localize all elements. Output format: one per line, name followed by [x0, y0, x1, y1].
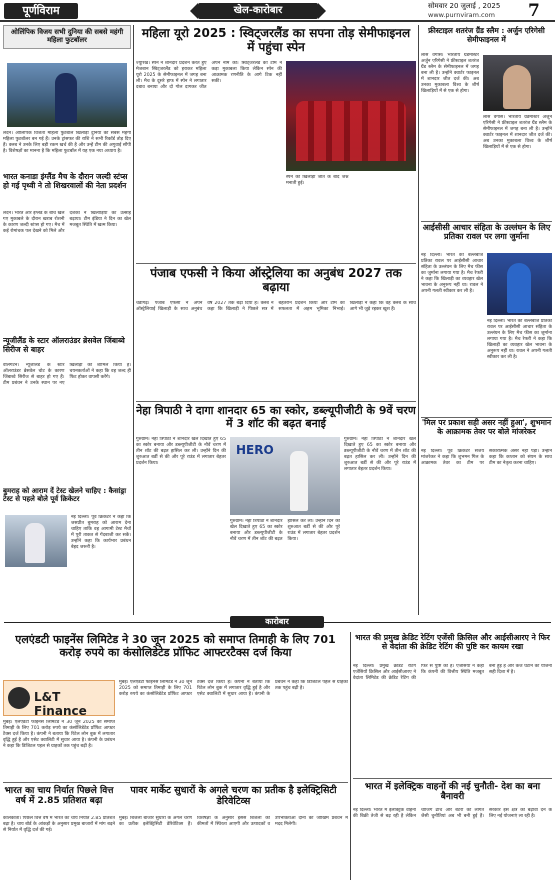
issue-date: सोमवार 20 जुलाई , 2025 — [428, 2, 501, 10]
left-column — [3, 25, 131, 615]
photo-pratika — [487, 253, 552, 315]
brand-logo: पूर्णविराम — [4, 3, 78, 19]
headline-lt-finance: एलएंडटी फाइनेंस लिमिटेड ने 30 जून 2025 को समाप्त तिमाही के लिए 701 करोड़ रुपये का कंसोलिडेटेड प्रॉफिट आफ्टरटैक्स दर्ज किया — [15, 633, 336, 659]
arjun-figure — [503, 65, 531, 109]
players-group — [296, 101, 406, 161]
column-rule-left — [133, 25, 134, 615]
headline-ev-challenge: भारत में इलेक्ट्रिक वाहनों की नई चुनौती- देश का बना बैनावरी — [364, 782, 541, 803]
headline-power-market: पावर मार्केट सुधारों के अगले चरण का प्रतीक है इलेक्ट्रिसिटी डेरिवेटिव्स — [130, 785, 337, 807]
golfer-figure — [290, 451, 308, 511]
main-rule-2 — [136, 401, 416, 402]
headline-arjun-erigaisi: फ्रीस्टाइल शतरंज ग्रैंड स्लैम : अर्जुन एरिगेसी सेमीफाइनल में — [428, 26, 545, 44]
business-left — [3, 632, 348, 880]
story-text-bumrah: नई दिल्ली। पूर्व क्रिकेटर ने कहा कि जसप्रीत बुमराह को आराम देना चाहिए ताकि वह आगामी टेस्ट मैचों में पूरी ताकत से गेंदबाजी कर सकें। उन्होंने कहा कि कार्यभार प्रबंधन बेहद जरूरी है। — [71, 515, 131, 550]
photo-cricketer — [5, 515, 67, 567]
photo-golfer — [230, 437, 340, 515]
player-figure — [55, 73, 77, 123]
cricketer-figure — [25, 523, 45, 563]
story-text-olympic: लंदन। ओलिंपिक विजेता महिला फुटबॉल खिलाड़ी दुनिया की सबसे महंगी महिला फुटबॉलर बन गई हैं। उनके ट्रांसफर की राशि ने सभी रिकॉर्ड तोड़ दिए हैं। क्लब ने उनके लिए बड़ी रकम खर्च की है और उन्हें टीम की अगुवाई सौंपी है। विशेषज्ञों का मानना है कि महिला फुटबॉल में यह एक नया अध्याय है। — [3, 131, 131, 154]
pratika-figure — [507, 263, 531, 313]
story-text-credit-rating: नई दिल्ली। प्रमुख क्रेडिट रेटिंग एजेंसियों क्रिसिल और आईसीआरए ने वेदांता लिमिटेड की क्रेडिट रेटिंग की फिर से पुष्टि की है। एजेंसियों ने कहा कि कंपनी की वित्तीय स्थिति मजबूत बनी हुई है और कर्ज घटाने की योजना सही दिशा में है। — [353, 664, 552, 681]
story-text-lt-1: मुंबई। एलएंडटी फाइनेंस लिमिटेड ने 30 जून 2025 को समाप्त तिमाही के लिए 701 करोड़ रुपये का कंसोलिडेटेड प्रॉफिट आफ्टर टैक्स दर्ज किया है। कंपनी ने बताया कि रिटेल लोन बुक में लगातार वृद्धि हुई है और एसेट क्वालिटी में सुधार आया है। कंपनी के प्रबंधन ने कहा कि डिजिटल पहल से ग्राहकों तक पहुंच बढ़ी है। — [3, 720, 115, 749]
lt-finance-logo-box — [3, 680, 115, 716]
story-text-pratika-2: नई दिल्ली। भारत की बल्लेबाज प्रतिका रावल पर आईसीसी आचार संहिता के उल्लंघन के लिए मैच फीस का जुर्माना लगाया गया है। मैच रेफरी ने कहा कि खिलाड़ी का व्यवहार खेल भावना के अनुरूप नहीं था। रावल ने अपनी गलती स्वीकार कर ली है। — [487, 319, 552, 360]
story-text-neha-tripathi: गुरुग्राम। नेहा त्रिपाठी ने शानदार खेल दिखाते हुए 65 का स्कोर बनाया और डब्ल्यूपीजीटी के नौवें चरण में तीन शॉट की बढ़त हासिल कर ली। उन्होंने दिन की शुरुआत बर्डी से की और पूरे राउंड में लगातार बेहतर प्रदर्शन किया। — [136, 437, 226, 466]
masthead — [0, 0, 555, 22]
story-text-power: मुंबई। बिजली बाजार सुधारों के अगले चरण का प्रतीक इलेक्ट्रिसिटी डेरिवेटिव्स हैं। विशेषज्ञों के अनुसार इससे बिजली की कीमतों में स्थिरता आएगी और उत्पादकों व उपभोक्ताओं दोनों को जोखिम प्रबंधन में मदद मिलेगी। — [119, 816, 348, 827]
story-head-olympic: ओलिंपिक विजय सभी दुनिया की सबसे महंगी महिला फुटबॉलर — [3, 25, 131, 49]
story-text-manjrekar: नई दिल्ली। पूर्व क्रिकेटर संजय मांजरेकर ने कहा कि शुभमन गिल के आक्रामक तेवर का टीम पर सकारात्मक असर नहीं पड़ा। उन्होंने कहा कि कप्तान को संयम के साथ टीम का नेतृत्व करना चाहिए। — [421, 449, 552, 466]
story-text-india-match: लंदन। भारत और इंग्लैंड के बीच खेले गए मुकाबले के दौरान खराब रोशनी के कारण जल्दी स्टंप्स हो गए। मैच में कई रोमांचक पल देखने को मिले और दर्शकों ने खिलाड़ियों का उत्साह बढ़ाया। टीम इंडिया ने दिन का खेल मजबूत स्थिति में खत्म किया। — [3, 211, 131, 234]
story-text-neha-2: गुरुग्राम। नेहा त्रिपाठी ने शानदार खेल दिखाते हुए 65 का स्कोर बनाया और डब्ल्यूपीजीटी के नौवें चरण में तीन शॉट की बढ़त हासिल कर ली। उन्होंने दिन की शुरुआत बर्डी से की और पूरे राउंड में लगातार बेहतर प्रदर्शन किया। — [230, 519, 340, 542]
hero-sign: HERO — [236, 443, 274, 457]
story-text-pratika: नई दिल्ली। भारत की बल्लेबाज प्रतिका रावल पर आईसीसी आचार संहिता के उल्लंघन के लिए मैच फीस का जुर्माना लगाया गया है। मैच रेफरी ने कहा कि खिलाड़ी का व्यवहार खेल भावना के अनुरूप नहीं था। रावल ने अपनी गलती स्वीकार कर ली है। — [421, 253, 483, 294]
main-headline: महिला यूरो 2025 : स्विट्जरलैंड का सपना तोड़ सेमीफाइनल में पहुंचा स्पेन — [141, 26, 411, 54]
headline-pratika-rawal: आईसीसी आचार संहिता के उल्लंघन के लिए प्रतिका रावल पर लगा जुर्माना — [422, 223, 551, 242]
story-head-india-match: भारत कनाडा इंग्लैंड मैच के दौरान जल्दी स्टंप्स हो गई पृथ्वी ने तो शिखरवालों की नेता प्रदर्शन — [3, 172, 128, 190]
headline-credit-rating: भारत की प्रमुख क्रेडिट रेटिंग एजेंसी क्रिसिल और आईसीआरए ने फिर से वेदांता की क्रेडिट रेटिंग की पुष्टि कर कायम रखा — [355, 633, 550, 651]
main-story-text: ज्यूरिख। स्पेन ने शानदार प्रदर्शन करते हुए मेजबान स्विट्जरलैंड को हराकर महिला यूरो 2025 के सेमीफाइनल में जगह बना ली। मैच के दूसरे हाफ में स्पेन ने लगातार दबाव बनाया और दो गोल दागकर जीत अपने नाम की। स्विट्जरलैंड की टीम ने कड़ा मुकाबला किया लेकिन स्पेन की आक्रामक रणनीति के आगे टिक नहीं सकी। — [136, 61, 282, 90]
lt-logo-icon — [8, 687, 30, 709]
section-label: खेल-कारोबार — [198, 3, 318, 19]
story-text-lt-2: मुंबई। एलएंडटी फाइनेंस लिमिटेड ने 30 जून 2025 को समाप्त तिमाही के लिए 701 करोड़ रुपये का कंसोलिडेटेड प्रॉफिट आफ्टर टैक्स दर्ज किया है। कंपनी ने बताया कि रिटेल लोन बुक में लगातार वृद्धि हुई है और एसेट क्वालिटी में सुधार आया है। कंपनी के प्रबंधन ने कहा कि डिजिटल पहल से ग्राहकों तक पहुंच बढ़ी है। — [119, 680, 348, 697]
story-text-neha-3: गुरुग्राम। नेहा त्रिपाठी ने शानदार खेल दिखाते हुए 65 का स्कोर बनाया और डब्ल्यूपीजीटी के नौवें चरण में तीन शॉट की बढ़त हासिल कर ली। उन्होंने दिन की शुरुआत बर्डी से की और पूरे राउंड में लगातार बेहतर प्रदर्शन किया। — [344, 437, 416, 472]
business-rule-2 — [353, 778, 552, 779]
headline-neha-tripathi: नेहा त्रिपाठी ने दागा शानदार 65 का स्कोर, डब्ल्यूपीजीटी के 9वें चरण में 3 शॉट की बढ़त बनाई — [136, 404, 416, 430]
page-number: 7 — [528, 1, 540, 21]
main-column — [136, 25, 416, 615]
business-right — [353, 632, 552, 880]
story-text-punjab-fc: चंडीगढ़। पंजाब एफसी ने अपने ऑस्ट्रेलियाई खिलाड़ी के साथ अनुबंध वर्ष 2027 तक बढ़ा दिया है। क्लब ने कहा कि खिलाड़ी ने पिछले सत्र में बेहतरीन प्रदर्शन किया और टीम की सफलता में अहम भूमिका निभाई। खिलाड़ी ने कहा कि वह क्लब के साथ आगे भी जुड़े रहकर खुश हैं। — [136, 301, 416, 312]
main-rule-1 — [136, 263, 416, 264]
photo-arjun — [483, 55, 552, 111]
headline-manjrekar: 'मिल पर प्रकाश सही असर नहीं हुआ', शुभमान के आक्रामक तेवर पर बोले मांजरेकर — [421, 418, 552, 436]
right-rule-1 — [421, 221, 552, 222]
headline-tea-export: भारत का चाय निर्यात पिछले वित्त वर्ष में 2.85 प्रतिशत बढ़ा — [4, 786, 114, 807]
story-text-arjun: लास वेगास। भारतीय ग्रैंडमास्टर अर्जुन एरिगेसी ने फ्रीस्टाइल शतरंज ग्रैंड स्लैम के सेमीफाइनल में जगह बना ली है। उन्होंने क्वार्टर फाइनल में शानदार जीत दर्ज की। अब उनका मुकाबला विश्व के शीर्ष खिलाड़ियों में से एक से होगा। — [421, 53, 479, 94]
story-text-ev: नई दिल्ली। भारत में इलेक्ट्रिक वाहनों की बिक्री तेजी से बढ़ रही है लेकिन चार्जिंग ढांचे और बैटरी की लागत जैसी चुनौतियां अब भी बनी हुई हैं। सरकार इस क्षेत्र को बढ़ावा देने के लिए नई योजनाएं ला रही है। — [353, 808, 552, 819]
photo-spain-team — [286, 61, 416, 171]
photo-footballer — [7, 63, 127, 127]
story-head-bracewell: न्यूजीलैंड के स्टार ऑलराउंडर ब्रेसवेल जिंबाब्वे सिरीज से बाहर — [3, 336, 125, 354]
business-rule-1 — [3, 782, 348, 783]
story-head-bumrah: बुमराह को आराम दें टेस्ट खेलने चाहिए : कैसांड्रा टेस्ट से पहले बोले पूर्व क्रिकेटर — [3, 487, 127, 504]
story-text-tea: कोलकाता। पिछले वित्त वर्ष में भारत का चाय निर्यात 2.85 प्रतिशत बढ़ा है। चाय बोर्ड के आंकड़ों के अनुसार प्रमुख बाजारों में मांग बढ़ने से निर्यात में वृद्धि दर्ज की गई। — [3, 816, 115, 833]
column-rule-right — [418, 25, 419, 615]
story-text-bracewell: वेलिंगटन। न्यूजीलैंड के स्टार ऑलराउंडर ब्रेसवेल चोट के कारण जिंबाब्वे सिरीज से बाहर हो गए हैं। टीम प्रबंधन ने उनके स्थान पर नए खिलाड़ी को शामिल किया है। चयनकर्ताओं ने कहा कि वह जल्द ही फिट होकर वापसी करेंगे। — [3, 363, 131, 386]
business-section-bar — [0, 616, 555, 628]
headline-punjab-fc: पंजाब एफसी ने किया ऑस्ट्रेलिया का अनुबंध 2027 तक बढ़ाया — [150, 266, 402, 294]
business-section-label: कारोबार — [230, 616, 324, 628]
photo-caption: स्पेन की खिलाड़ी जीत के बाद जश्न मनाती हुई। — [286, 175, 349, 186]
story-text-arjun-2: लास वेगास। भारतीय ग्रैंडमास्टर अर्जुन एरिगेसी ने फ्रीस्टाइल शतरंज ग्रैंड स्लैम के सेमीफाइनल में जगह बना ली है। उन्होंने क्वार्टर फाइनल में शानदार जीत दर्ज की। अब उनका मुकाबला विश्व के शीर्ष खिलाड़ियों में से एक से होगा। — [483, 115, 552, 150]
website-url[interactable]: www.purnviram.com — [428, 11, 495, 19]
lt-finance-logo-text: L&T Finance — [34, 690, 87, 718]
business-column-rule — [350, 632, 351, 880]
right-column — [421, 25, 552, 615]
